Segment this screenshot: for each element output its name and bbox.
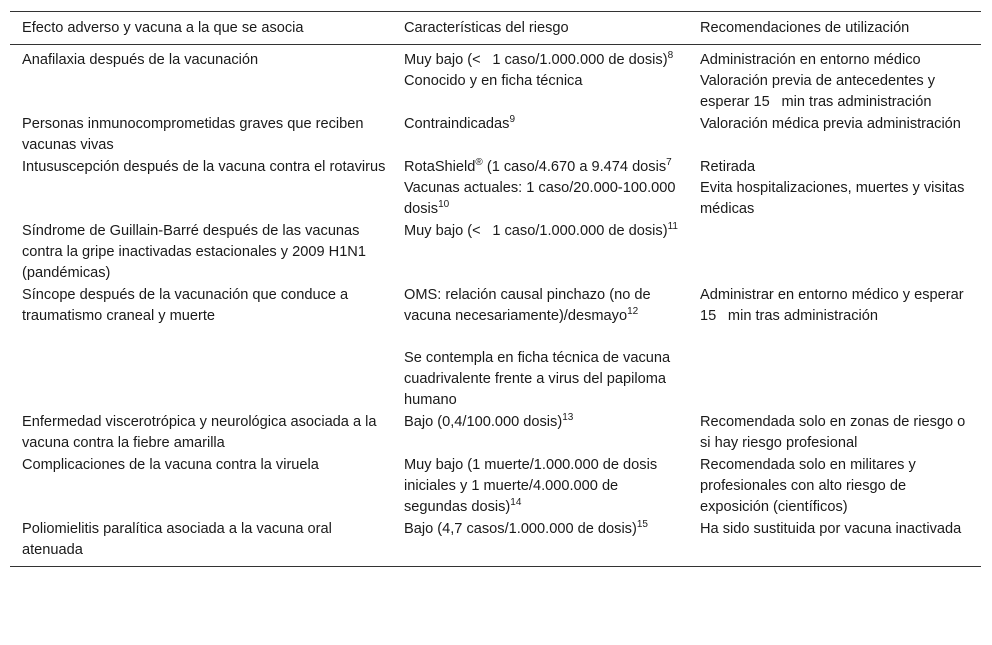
effect-cell: Complicaciones de la vacuna contra la viruela: [22, 457, 319, 473]
recommendation-cell: Ha sido sustituida por vacuna inactivada: [700, 521, 962, 537]
recommendation-text: Valoración previa de antecedentes y esperar 15 min tras administración: [700, 73, 936, 110]
recommendation-cell: Recomendada solo en militares y profesionales con alto riesgo de exposición (científicos): [700, 457, 916, 515]
reference: 15: [636, 519, 648, 530]
table-row: [10, 411, 981, 454]
recommendation-text: Administración en entorno médico: [700, 52, 921, 68]
header-recommendations: Recomendaciones de utilización: [700, 20, 910, 36]
table-row: [10, 220, 981, 284]
table-header-row: [10, 12, 981, 45]
risk-text: Conocido y en ficha técnica: [404, 73, 583, 89]
registered-mark: ®: [475, 157, 483, 168]
header-effect: Efecto adverso y vacuna a la que se asocia: [22, 20, 304, 36]
risk-text: Se contempla en ficha técnica de vacuna cuadrivalente frente a virus del papiloma humano: [404, 350, 671, 408]
table-row: [10, 518, 981, 567]
risk-text: Muy bajo (< 1 caso/1.000.000 de dosis): [404, 52, 668, 68]
reference: 7: [666, 157, 672, 168]
recommendation-cell: [688, 156, 981, 220]
adverse-effects-table: [10, 11, 981, 567]
risk-cell: [392, 220, 688, 284]
reference: 9: [509, 114, 516, 125]
table-row: [10, 113, 981, 156]
effect-cell: Síncope después de la vacunación que conduce a traumatismo craneal y muerte: [22, 287, 349, 324]
header-risk: Características del riesgo: [404, 20, 569, 36]
effect-cell: Poliomielitis paralítica asociada a la vacuna oral atenuada: [22, 521, 332, 558]
brand-name: RotaShield: [404, 159, 476, 175]
risk-text: Muy bajo (< 1 caso/1.000.000 de dosis): [404, 223, 668, 239]
table-container: [10, 11, 981, 567]
risk-text: (1 caso/4.670 a 9.474 dosis: [482, 159, 667, 175]
table-row: [10, 284, 981, 411]
effect-cell: Intususcepción después de la vacuna contra el rotavirus: [22, 159, 386, 175]
recommendation-text: Retirada: [700, 159, 756, 175]
effect-cell: Anafilaxia después de la vacunación: [22, 52, 259, 68]
risk-text: Vacunas actuales: 1 caso/20.000-100.000 dosis: [404, 180, 676, 217]
risk-cell: [392, 156, 688, 220]
risk-text: Bajo (0,4/100.000 dosis): [404, 414, 563, 430]
recommendation-cell: [688, 220, 981, 284]
reference: 10: [438, 199, 450, 210]
effect-cell: Personas inmunocomprometidas graves que reciben vacunas vivas: [22, 116, 364, 153]
effect-cell: Enfermedad viscerotrópica y neurológica asociada a la vacuna contra la fiebre amarilla: [22, 414, 377, 451]
table-row: [10, 454, 981, 518]
reference: 12: [627, 306, 639, 317]
reference: 13: [562, 412, 574, 423]
risk-cell: [392, 411, 688, 454]
table-row: [10, 45, 981, 114]
recommendation-text: Evita hospitalizaciones, muertes y visitas médicas: [700, 180, 965, 217]
risk-text: Bajo (4,7 casos/1.000.000 de dosis): [404, 521, 637, 537]
risk-cell: [392, 45, 688, 114]
reference: 11: [667, 221, 678, 232]
recommendation-cell: Valoración médica previa administración: [700, 116, 961, 132]
recommendation-cell: Administrar en entorno médico y esperar 15 min tras administración: [700, 287, 964, 324]
recommendation-cell: [688, 45, 981, 114]
reference: 8: [667, 50, 674, 61]
risk-text: Muy bajo (1 muerte/1.000.000 de dosis iniciales y 1 muerte/4.000.000 de segundas dosis): [404, 457, 658, 515]
risk-cell: [392, 113, 688, 156]
table-row: [10, 156, 981, 220]
reference: 14: [510, 497, 522, 508]
risk-text: Contraindicadas: [404, 116, 510, 132]
risk-cell: [392, 284, 688, 411]
risk-text: OMS: relación causal pinchazo (no de vacuna necesariamente)/desmayo: [404, 287, 651, 324]
effect-cell: Síndrome de Guillain-Barré después de las vacunas contra la gripe inactivadas estacionales y 2009 H1N1 (pandémicas): [22, 223, 366, 281]
recommendation-cell: Recomendada solo en zonas de riesgo o si hay riesgo profesional: [700, 414, 966, 451]
risk-cell: [392, 454, 688, 518]
risk-cell: [392, 518, 688, 567]
